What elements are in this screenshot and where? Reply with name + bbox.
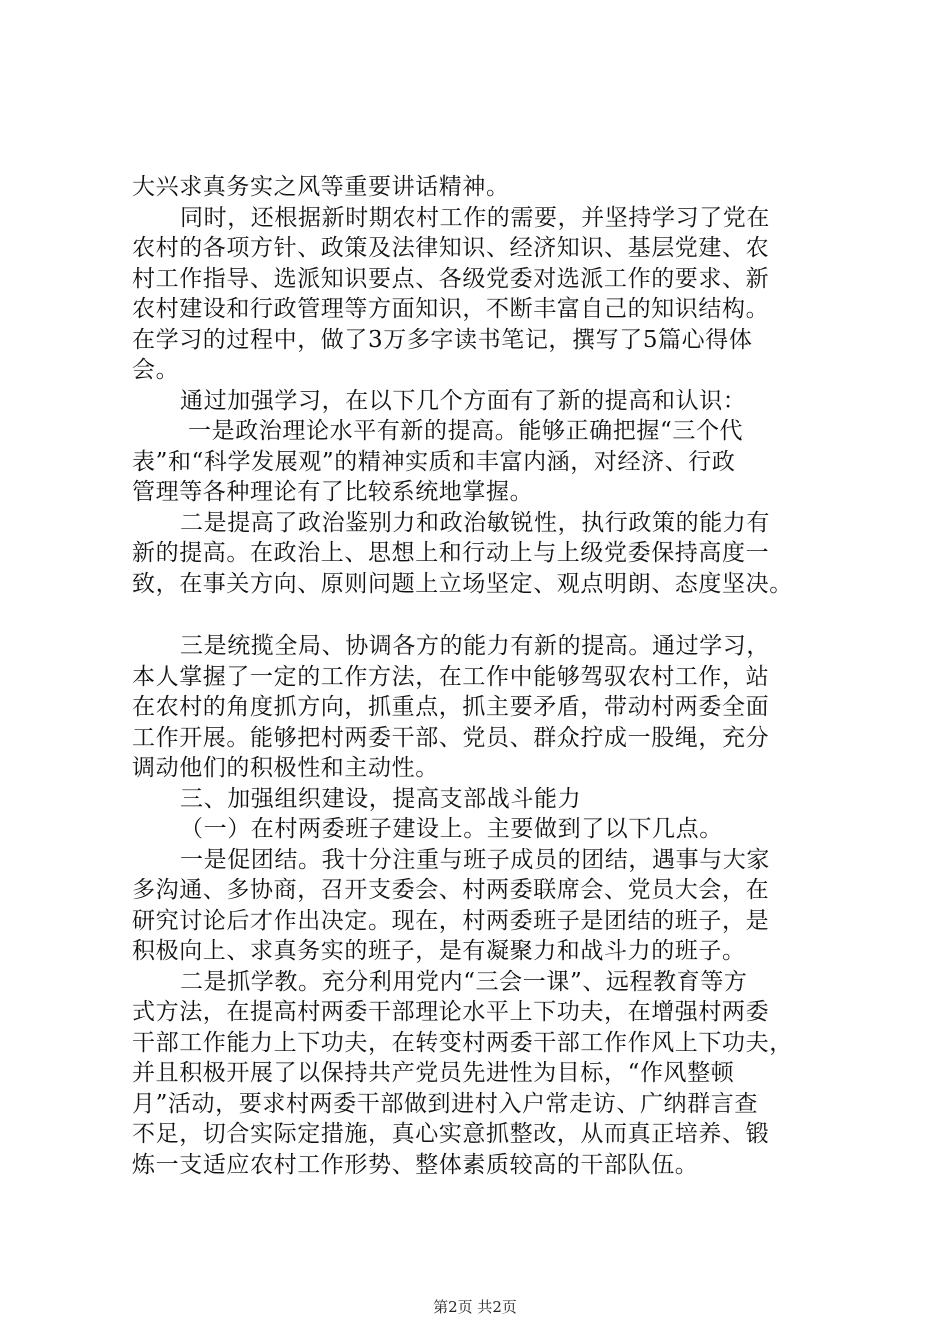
- text-line: 通过加强学习，在以下几个方面有了新的提高和认识：: [180, 387, 747, 414]
- text-line: 工作开展。能够把村两委干部、党员、群众拧成一股绳，充分: [132, 724, 770, 751]
- text-line: 式方法，在提高村两委干部理论水平上下功夫，在增强村两委: [132, 999, 770, 1025]
- page-footer: 第2页 共2页: [433, 1298, 517, 1316]
- text-line: 本人掌握了一定的工作方法，在工作中能够驾驭农村工作，站: [132, 663, 770, 690]
- text-line: 一是促团结。我十分注重与班子成员的团结，遇事与大家: [180, 846, 770, 873]
- text-line: 研究讨论后才作出决定。现在，村两委班子是团结的班子，是: [132, 907, 770, 934]
- text-line: 一是政治理论水平有新的提高。能够正确把握“三个代: [188, 418, 744, 444]
- text-line: 多沟通、多协商，召开支委会、村两委联席会、党员大会，在: [132, 877, 770, 903]
- text-line: 新的提高。在政治上、思想上和行动上与上级党委保持高度一: [132, 540, 770, 566]
- text-line: 调动他们的积极性和主动性。: [132, 755, 439, 781]
- text-line: 会。: [132, 357, 180, 383]
- text-line: 月”活动，要求村两委干部做到进村入户常走访、广纳群言查: [132, 1090, 758, 1117]
- text-line: 在学习的过程中，做了3万多字读书笔记，撰写了5篇心得体: [132, 326, 753, 353]
- text-line: 二是抓学教。充分利用党内“三会一课”、远程教育等方: [180, 968, 748, 995]
- text-line: 农村建设和行政管理等方面知识，不断丰富自己的知识结构。: [132, 296, 770, 322]
- subsection-heading: （一）在村两委班子建设上。主要做到了以下几点。: [180, 816, 723, 842]
- section-heading: 三、加强组织建设，提高支部战斗能力: [180, 785, 582, 812]
- text-line: 并且积极开展了以保持共产党员先进性为目标，“作风整顿: [132, 1060, 735, 1086]
- text-line: 大兴求真务实之风等重要讲话精神。: [132, 174, 510, 200]
- text-line: 村工作指导、选派知识要点、各级党委对选派工作的要求、新: [132, 265, 770, 292]
- text-line: 二是提高了政治鉴别力和政治敏锐性，执行政策的能力有: [180, 509, 770, 536]
- text-line: 致，在事关方向、原则问题上立场坚定、观点明朗、态度坚决。: [132, 570, 793, 597]
- text-line: 积极向上、求真务实的班子，是有凝聚力和战斗力的班子。: [132, 938, 746, 964]
- text-line: 同时，还根据新时期农村工作的需要，并坚持学习了党在: [180, 204, 770, 231]
- text-line: 炼一支适应农村工作形势、整体素质较高的干部队伍。: [132, 1151, 699, 1178]
- paragraph-gap: [132, 599, 852, 631]
- text-line: 农村的各项方针、政策及法律知识、经济知识、基层党建、农: [132, 235, 770, 261]
- text-line: 表”和“科学发展观”的精神实质和丰富内涵，对经济、行政: [132, 448, 736, 475]
- text-line: 管理等各种理论有了比较系统地掌握。: [132, 479, 534, 505]
- text-line: 不足，切合实际定措施，真心实意抓整改，从而真正培养、锻: [132, 1121, 770, 1147]
- text-line: 三是统揽全局、协调各方的能力有新的提高。通过学习，: [180, 633, 770, 659]
- text-line: 干部工作能力上下功夫，在转变村两委干部工作作风上下功夫，: [132, 1029, 793, 1056]
- text-line: 在农村的角度抓方向，抓重点，抓主要矛盾，带动村两委全面: [132, 694, 770, 720]
- document-body: [132, 172, 852, 1180]
